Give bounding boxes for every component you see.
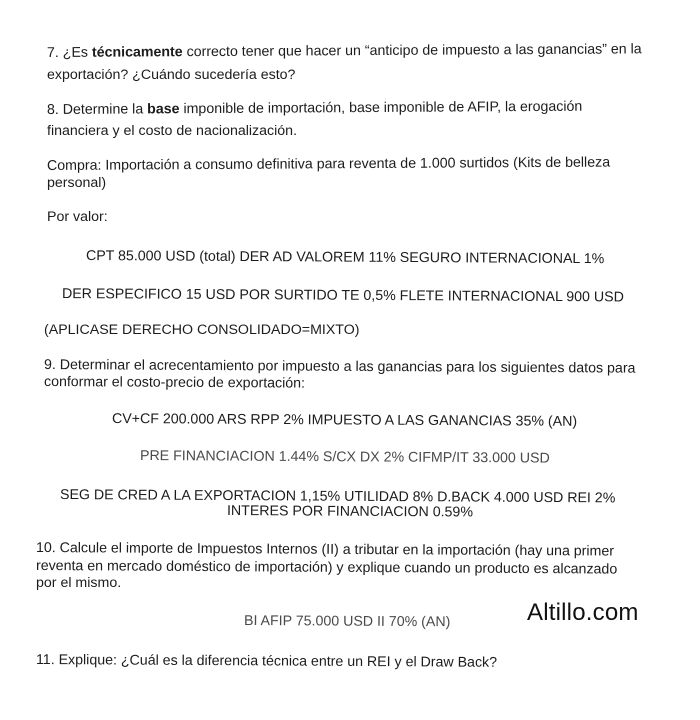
q10-line-1: 10. Calcule el importe de Impuestos Internos (II) a tributar en la importación (hay una primer bbox=[35, 540, 615, 560]
q8-data-row-1: CPT 85.000 USD (total) DER AD VALOREM 11% SEGURO INTERNACIONAL 1% bbox=[85, 248, 605, 268]
q7-line-2: exportación? ¿Cuándo sucedería esto? bbox=[47, 67, 296, 83]
q9-data-row-3: SEG DE CRED A LA EXPORTACION 1,15% UTILIDAD 8% D.BACK 4.000 USD REI 2% bbox=[59, 487, 616, 507]
q7-bold-word: técnicamente bbox=[91, 44, 183, 61]
q7-line-1: 7. ¿Es técnicamente correcto tener que hacer un “anticipo de impuesto a las ganancias” en la bbox=[46, 41, 642, 61]
compra-line-1: Compra: Importación a consumo definitiva para reventa de 1.000 surtidos (Kits de belleza bbox=[46, 154, 611, 174]
q10-line-3: por el mismo. bbox=[36, 575, 122, 591]
q10-data-row-1: BI AFIP 75.000 USD II 70% (AN) bbox=[243, 613, 451, 631]
q9-data-row-4: INTERES POR FINANCIACION 0.59% bbox=[226, 503, 474, 521]
compra-line-2: personal) bbox=[47, 175, 107, 191]
q9-data-row-1: CV+CF 200.000 ARS RPP 2% IMPUESTO A LAS GANANCIAS 35% (AN) bbox=[111, 411, 578, 430]
por-valor-label: Por valor: bbox=[47, 209, 108, 225]
q9-data-row-2: PRE FINANCIACION 1.44% S/CX DX 2% CIFMP/IT 33.000 USD bbox=[139, 448, 550, 467]
q9-line-1: 9. Determinar el acrecentamiento por impuesto a las ganancias para los siguientes datos para bbox=[43, 357, 636, 377]
watermark-logo: Altillo.com bbox=[527, 599, 639, 626]
q9-line-2: conformar el costo-precio de exportación: bbox=[43, 374, 306, 392]
q11-line-1: 11. Explique: ¿Cuál es la diferencia técnica entre un REI y el Draw Back? bbox=[35, 652, 498, 671]
q8-bold-word: base bbox=[147, 101, 180, 118]
q8-data-row-3: (APLICASE DERECHO CONSOLIDADO=MIXTO) bbox=[44, 322, 360, 338]
q8-line-1: 8. Determine la base imponible de importación, base imponible de AFIP, la erogación bbox=[46, 98, 583, 118]
q8-line-2: financiera y el costo de nacionalización. bbox=[47, 123, 298, 139]
q10-line-2: reventa en mercado doméstico de importación) y explique cuando un producto es alcanzado bbox=[35, 558, 618, 578]
q8-data-row-2: DER ESPECIFICO 15 USD POR SURTIDO TE 0,5% FLETE INTERNACIONAL 900 USD bbox=[61, 286, 624, 306]
